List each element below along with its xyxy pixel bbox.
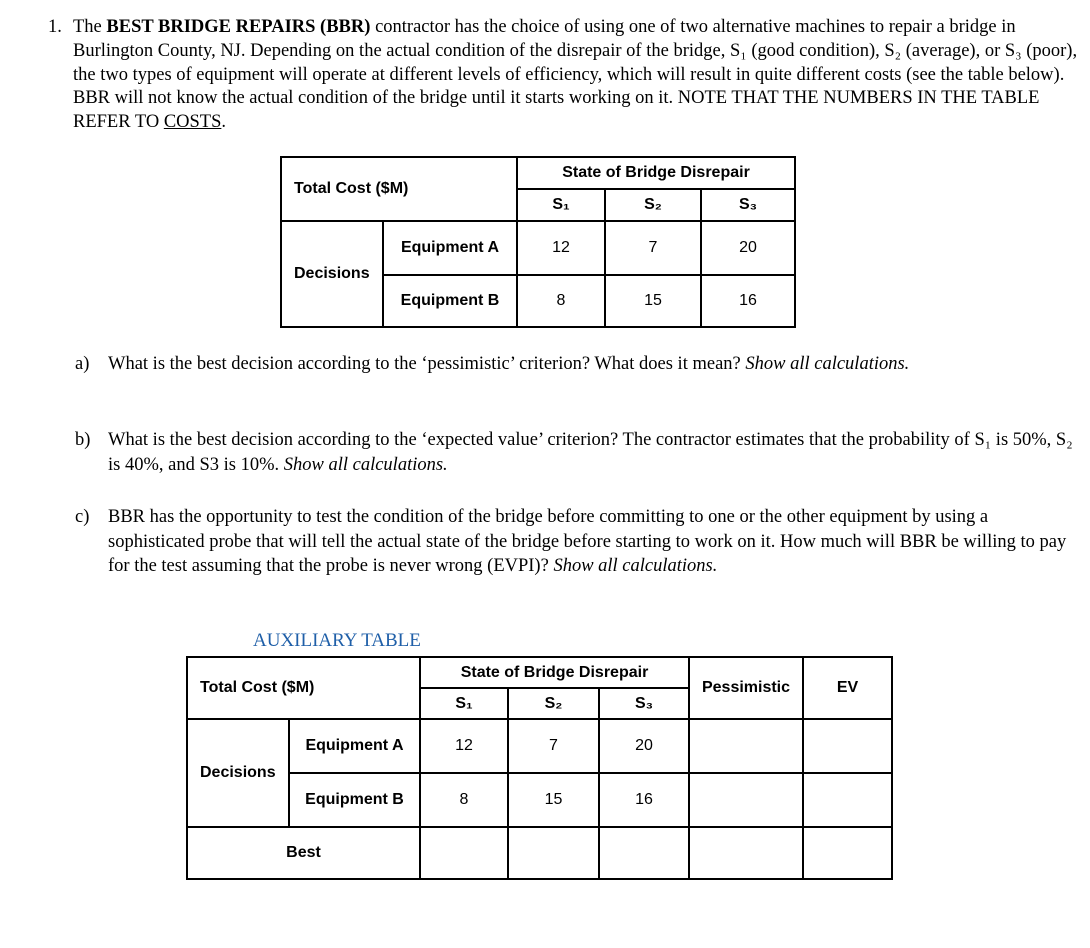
aux-state-s3-header: S₃ [599,688,689,719]
intro-text-1: The [73,17,107,37]
cost-table [280,156,796,328]
ev-header: EV [803,657,892,719]
auxiliary-table-title: AUXILIARY TABLE [253,630,421,651]
cost-a-s3: 20 [701,221,795,275]
question-a [75,352,1080,377]
aux-cost-b-s3: 16 [599,773,689,827]
ev-a-cell [803,719,892,773]
company-name: BEST BRIDGE REPAIRS (BBR) [106,17,371,37]
pessimistic-header: Pessimistic [689,657,803,719]
problem-number: 1. [48,17,62,37]
cost-b-s2: 15 [605,275,701,327]
question-a-instruction: Show all calculations. [745,354,910,374]
aux-cost-a-s1: 12 [420,719,508,773]
cost-a-s2: 7 [605,221,701,275]
aux-equipment-a-label: Equipment A [289,719,420,773]
aux-cost-a-s2: 7 [508,719,599,773]
cost-b-s1: 8 [517,275,605,327]
cost-a-s1: 12 [517,221,605,275]
cost-b-s3: 16 [701,275,795,327]
equipment-a-label: Equipment A [383,221,517,275]
intro-text-3: . [221,112,227,133]
auxiliary-table [186,656,893,880]
question-a-text: What is the best decision according to the ‘pessimistic’ criterion? What does it mean? [108,354,746,374]
state-header: State of Bridge Disrepair [517,157,795,189]
aux-cost-a-s3: 20 [599,719,689,773]
state-s2-header: S₂ [605,189,701,221]
decisions-label: Decisions [281,221,383,327]
question-b-instruction: Show all calculations. [283,454,448,475]
aux-state-s1-header: S₁ [420,688,508,719]
best-s1-cell [420,827,508,879]
costs-emphasis: COSTS [163,112,222,133]
ev-b-cell [803,773,892,827]
state-s3-header: S₃ [701,189,795,221]
cost-table-corner: Total Cost ($M) [281,157,517,221]
best-s3-cell [599,827,689,879]
state-s1-header: S₁ [517,189,605,221]
aux-cost-b-s2: 15 [508,773,599,827]
intro-text-2: contractor has the choice of using one of two alternative machines to repair a bridge in Burlington County, NJ. Depending on the actual condition of the disrepair of the bridge, S₁ (good condition), S₂ (average), or S₃ (poor), the two types of equipment will operate at different levels of efficiency, which will result in quite different costs (see the table below). BBR will not know the actual condition of the bridge until it starts working on it. NOTE THAT THE NUMBERS IN THE TABLE REFER TO [73,17,1078,133]
best-s2-cell [508,827,599,879]
aux-cost-b-s1: 8 [420,773,508,827]
aux-state-s2-header: S₂ [508,688,599,719]
question-a-label: a) [75,354,90,374]
aux-state-header: State of Bridge Disrepair [420,657,689,688]
problem-paragraph [48,16,1078,135]
aux-equipment-b-label: Equipment B [289,773,420,827]
question-c-instruction: Show all calculations. [553,556,718,576]
question-b [75,428,1080,477]
pessimistic-a-cell [689,719,803,773]
problem-statement [48,16,1078,135]
best-pessimistic-cell [689,827,803,879]
question-c [75,505,1080,579]
aux-decisions-label: Decisions [187,719,289,827]
best-ev-cell [803,827,892,879]
question-b-label: b) [75,430,91,450]
equipment-b-label: Equipment B [383,275,517,327]
question-b-text: What is the best decision according to the ‘expected value’ criterion? The contractor estimates that the probability of S₁ is 50%, S₂ is 40%, and S3 is 10%. [108,430,1073,475]
question-c-text: BBR has the opportunity to test the condition of the bridge before committing to one or the other equipment by using a sophisticated probe that will tell the actual state of the bridge before starting to work on it. How much will BBR be willing to pay for the test assuming that the probe is never wrong (EVPI)? [108,507,1067,576]
question-c-label: c) [75,507,90,527]
best-label: Best [187,827,420,879]
aux-corner: Total Cost ($M) [187,657,420,719]
pessimistic-b-cell [689,773,803,827]
